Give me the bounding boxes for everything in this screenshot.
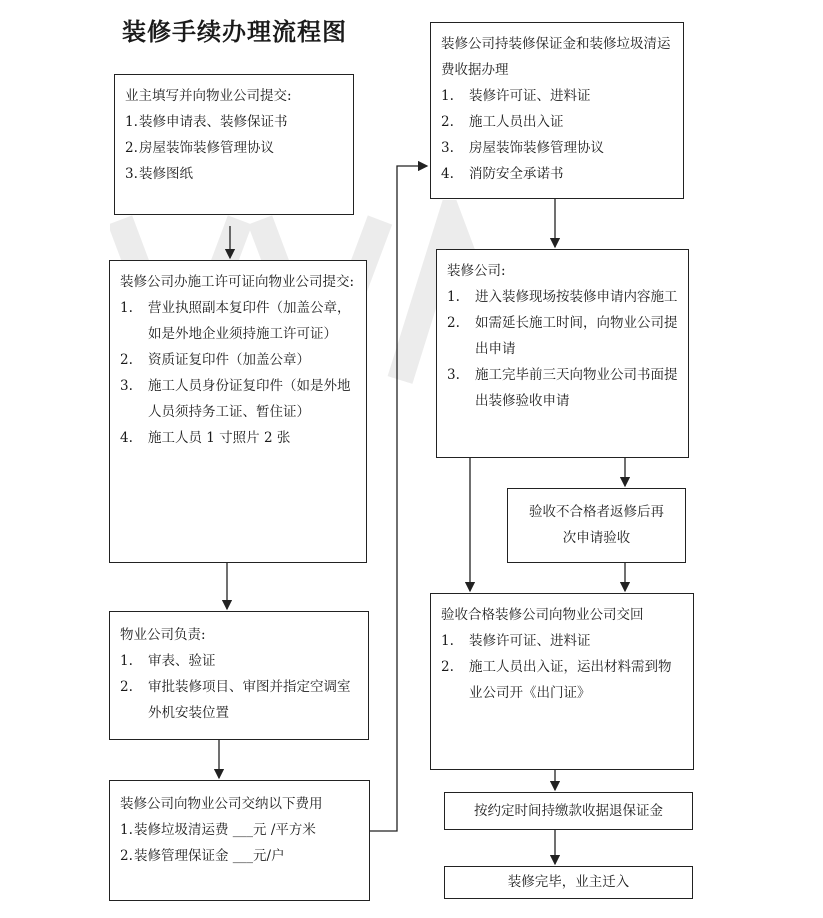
step-contractor-permit xyxy=(109,260,367,563)
step-construction xyxy=(436,249,689,458)
list-item: 1. 装修申请表、装修保证书 xyxy=(125,114,288,130)
step-completion xyxy=(444,866,693,899)
list-item: 1. 进入装修现场按装修申请内容施工 xyxy=(447,289,678,305)
step-get-permits xyxy=(430,22,684,199)
list-item: 1. 装修垃圾清运费 ___元 /平方米 xyxy=(120,822,316,838)
list-item: 1. 装修许可证、进料证 xyxy=(441,633,591,649)
list-item: 2. 装修管理保证金 ___元/户 xyxy=(120,848,285,864)
box-head: 物业公司负责: xyxy=(120,627,206,643)
box-head: 装修公司: xyxy=(447,263,506,279)
step-pay-fees xyxy=(109,780,370,901)
list-item: 3. 施工完毕前三天向物业公司书面提出装修验收申请 xyxy=(447,367,678,409)
box-text: 按约定时间持缴款收据退保证金 xyxy=(474,803,663,819)
list-item: 2. 如需延长施工时间，向物业公司提出申请 xyxy=(447,315,678,357)
list-item: 1. 审表、验证 xyxy=(120,653,216,669)
step-refund-deposit xyxy=(444,792,693,830)
list-item: 2. 资质证复印件（加盖公章） xyxy=(120,352,310,368)
box-head: 装修公司向物业公司交纳以下费用 xyxy=(120,796,323,812)
box-text: 装修完毕，业主迁入 xyxy=(507,874,630,890)
list-item: 1. 营业执照副本复印件（加盖公章，如是外地企业须持施工许可证） xyxy=(120,300,351,342)
step-failed-inspection xyxy=(507,488,686,563)
box-head: 装修公司持装修保证金和装修垃圾清运费收据办理 xyxy=(441,36,671,78)
step-return-permits xyxy=(430,593,694,770)
list-item: 2. 审批装修项目、审图并指定空调室外机安装位置 xyxy=(120,679,351,721)
list-item: 2. 施工人员出入证 xyxy=(441,114,564,130)
list-item: 1. 装修许可证、进料证 xyxy=(441,88,591,104)
list-item: 3. 施工人员身份证复印件（如是外地人员须持务工证、暂住证） xyxy=(120,378,351,420)
step-property-review xyxy=(109,611,369,740)
list-item: 3. 装修图纸 xyxy=(125,166,193,182)
list-item: 3. 房屋装饰装修管理协议 xyxy=(441,140,604,156)
list-item: 2. 房屋装饰装修管理协议 xyxy=(125,140,274,156)
list-item: 4. 消防安全承诺书 xyxy=(441,166,564,182)
box-head: 装修公司办施工许可证向物业公司提交: xyxy=(120,274,355,290)
step-owner-submit xyxy=(114,74,354,215)
page-title: 装修手续办理流程图 xyxy=(122,18,347,46)
box-head: 验收合格装修公司向物业公司交回 xyxy=(441,607,644,623)
list-item: 2. 施工人员出入证，运出材料需到物业公司开《出门证》 xyxy=(441,659,672,701)
list-item: 4. 施工人员 1 寸照片 2 张 xyxy=(120,430,291,446)
arrow-left-to-right xyxy=(370,166,427,831)
box-head: 业主填写并向物业公司提交: xyxy=(125,88,292,104)
box-text: 验收不合格者返修后再次申请验收 xyxy=(529,504,664,546)
